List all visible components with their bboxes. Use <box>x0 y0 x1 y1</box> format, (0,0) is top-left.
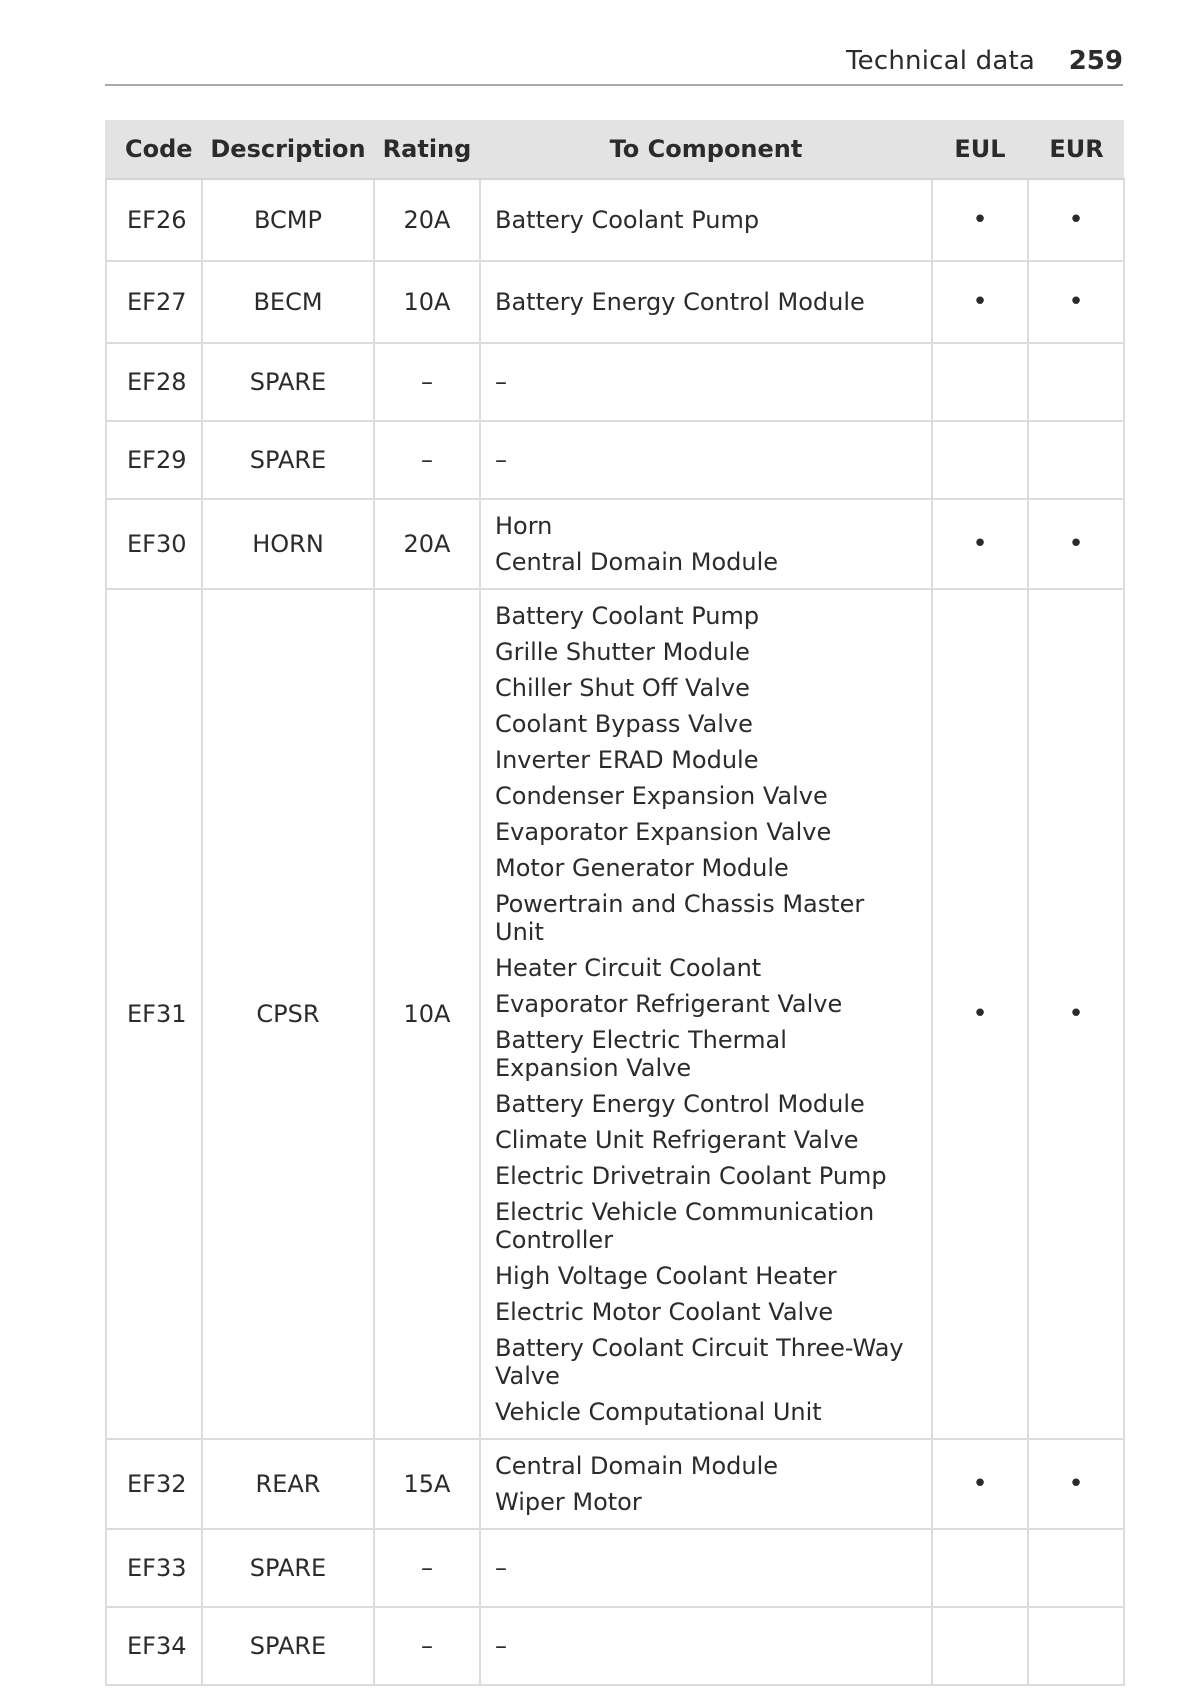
eul-marker: • <box>972 287 988 317</box>
component-item: Grille Shutter Module <box>495 638 750 666</box>
table-row <box>106 343 1124 421</box>
table-row <box>106 1439 1124 1529</box>
fuse-components <box>480 261 932 343</box>
fuse-rating: – <box>374 1529 480 1607</box>
component-item: Battery Electric Thermal Expansion Valve <box>495 1026 787 1082</box>
table-row <box>106 499 1124 589</box>
eul-cell <box>932 179 1028 261</box>
table-row <box>106 1529 1124 1607</box>
fuse-description: BCMP <box>202 179 374 261</box>
table-header-row <box>106 120 1124 179</box>
component-item: Condenser Expansion Valve <box>495 782 828 810</box>
column-header-code: Code <box>106 120 202 179</box>
fuse-components <box>480 179 932 261</box>
eur-cell <box>1028 1607 1124 1685</box>
table-row <box>106 1607 1124 1685</box>
eur-cell <box>1028 179 1124 261</box>
fuse-components <box>480 499 932 589</box>
page-number: 259 <box>1068 46 1123 76</box>
eur-cell <box>1028 343 1124 421</box>
column-header-rating: Rating <box>374 120 480 179</box>
eur-cell <box>1028 499 1124 589</box>
fuse-code: EF26 <box>106 179 202 261</box>
eur-marker: • <box>1068 999 1084 1029</box>
eul-cell <box>932 1529 1028 1607</box>
fuse-components <box>480 421 932 499</box>
fuse-rating: – <box>374 343 480 421</box>
table-row <box>106 589 1124 1439</box>
eul-cell <box>932 499 1028 589</box>
fuse-components <box>480 343 932 421</box>
eur-cell <box>1028 589 1124 1439</box>
eul-marker: • <box>972 1469 988 1499</box>
component-item: – <box>495 1554 507 1582</box>
eul-marker: • <box>972 999 988 1029</box>
fuse-components <box>480 1529 932 1607</box>
eul-marker: • <box>972 205 988 235</box>
eul-cell <box>932 1607 1028 1685</box>
component-item: Heater Circuit Coolant <box>495 954 762 982</box>
fuse-code: EF33 <box>106 1529 202 1607</box>
fuse-code: EF34 <box>106 1607 202 1685</box>
fuse-rating: – <box>374 421 480 499</box>
eur-marker: • <box>1068 287 1084 317</box>
component-item: Battery Coolant Circuit Three-Way Valve <box>495 1334 904 1390</box>
table-row <box>106 261 1124 343</box>
fuse-table <box>105 120 1125 1686</box>
fuse-rating: 20A <box>374 179 480 261</box>
fuse-code: EF30 <box>106 499 202 589</box>
component-item: Battery Energy Control Module <box>495 1090 865 1118</box>
fuse-rating: 10A <box>374 261 480 343</box>
component-item: High Voltage Coolant Heater <box>495 1262 837 1290</box>
eul-cell <box>932 1439 1028 1529</box>
fuse-components <box>480 1607 932 1685</box>
eul-cell <box>932 261 1028 343</box>
eur-marker: • <box>1068 529 1084 559</box>
component-item: Central Domain Module <box>495 1452 779 1480</box>
eul-marker: • <box>972 529 988 559</box>
eur-cell <box>1028 1439 1124 1529</box>
eur-cell <box>1028 421 1124 499</box>
component-item: Electric Vehicle Communication Controller <box>495 1198 875 1254</box>
eul-cell <box>932 343 1028 421</box>
component-item: Vehicle Computational Unit <box>495 1398 822 1426</box>
eur-cell <box>1028 261 1124 343</box>
component-item: Electric Drivetrain Coolant Pump <box>495 1162 887 1190</box>
eul-cell <box>932 589 1028 1439</box>
component-item: Horn <box>495 512 553 540</box>
component-item: Inverter ERAD Module <box>495 746 759 774</box>
component-item: Wiper Motor <box>495 1488 642 1516</box>
fuse-description: SPARE <box>202 343 374 421</box>
component-item: Coolant Bypass Valve <box>495 710 753 738</box>
table-row <box>106 421 1124 499</box>
fuse-code: EF32 <box>106 1439 202 1529</box>
fuse-code: EF31 <box>106 589 202 1439</box>
fuse-code: EF29 <box>106 421 202 499</box>
fuse-components <box>480 589 932 1439</box>
page-header <box>105 40 1123 86</box>
section-title: Technical data <box>845 46 1035 76</box>
fuse-description: REAR <box>202 1439 374 1529</box>
component-item: – <box>495 1632 507 1660</box>
component-item: Central Domain Module <box>495 548 779 576</box>
fuse-description: BECM <box>202 261 374 343</box>
column-header-eul: EUL <box>932 120 1028 179</box>
component-item: Battery Coolant Pump <box>495 602 760 630</box>
fuse-description: SPARE <box>202 1529 374 1607</box>
fuse-description: SPARE <box>202 1607 374 1685</box>
fuse-description: CPSR <box>202 589 374 1439</box>
table-row <box>106 179 1124 261</box>
eur-marker: • <box>1068 205 1084 235</box>
fuse-rating: 20A <box>374 499 480 589</box>
component-item: Evaporator Refrigerant Valve <box>495 990 843 1018</box>
eur-cell <box>1028 1529 1124 1607</box>
fuse-rating: 10A <box>374 589 480 1439</box>
fuse-description: SPARE <box>202 421 374 499</box>
component-item: Motor Generator Module <box>495 854 789 882</box>
fuse-rating: 15A <box>374 1439 480 1529</box>
column-header-component: To Component <box>480 120 932 179</box>
fuse-rating: – <box>374 1607 480 1685</box>
component-item: Climate Unit Refrigerant Valve <box>495 1126 859 1154</box>
component-item: Powertrain and Chassis Master Unit <box>495 890 865 946</box>
component-item: Battery Energy Control Module <box>495 288 865 316</box>
component-item: Battery Coolant Pump <box>495 206 760 234</box>
column-header-eur: EUR <box>1028 120 1124 179</box>
component-item: – <box>495 368 507 396</box>
fuse-code: EF28 <box>106 343 202 421</box>
component-item: Electric Motor Coolant Valve <box>495 1298 834 1326</box>
fuse-code: EF27 <box>106 261 202 343</box>
table-body <box>106 179 1124 1685</box>
column-header-description: Description <box>202 120 374 179</box>
fuse-description: HORN <box>202 499 374 589</box>
component-item: Chiller Shut Off Valve <box>495 674 750 702</box>
eur-marker: • <box>1068 1469 1084 1499</box>
component-item: – <box>495 446 507 474</box>
fuse-components <box>480 1439 932 1529</box>
eul-cell <box>932 421 1028 499</box>
component-item: Evaporator Expansion Valve <box>495 818 832 846</box>
